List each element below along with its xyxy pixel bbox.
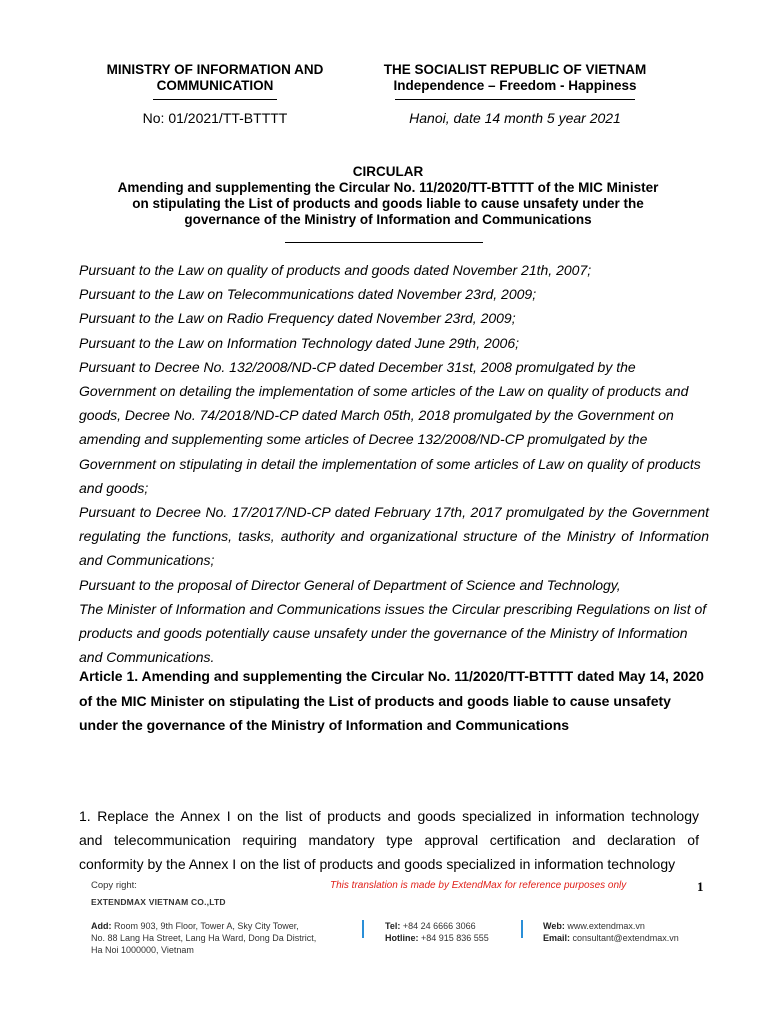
preamble bbox=[79, 258, 709, 669]
footer-web bbox=[543, 920, 713, 944]
footer-separator bbox=[521, 920, 523, 938]
tel-label: Tel: bbox=[385, 921, 401, 931]
web-label: Web: bbox=[543, 921, 565, 931]
republic-block bbox=[370, 62, 660, 100]
footer-copyright: Copy right: bbox=[91, 880, 137, 891]
address-line3: Ha Noi 1000000, Vietnam bbox=[91, 945, 194, 955]
hotline-label: Hotline: bbox=[385, 933, 419, 943]
preamble-item: Pursuant to Decree No. 17/2017/ND-CP dated February 17th, 2017 promulgated by the Government regulating the functions, tasks, authority and organizational structure of the Ministry of Information and Communications; bbox=[79, 504, 709, 569]
hotline-value: +84 915 836 555 bbox=[418, 933, 489, 943]
national-motto: Independence – Freedom - Happiness bbox=[393, 78, 637, 93]
circular-subtitle-line3: governance of the Ministry of Information and Communications bbox=[184, 212, 592, 227]
footer-separator bbox=[362, 920, 364, 938]
circular-subtitle-line1: Amending and supplementing the Circular No. 11/2020/TT-BTTTT of the MIC Minister bbox=[117, 180, 659, 195]
preamble-item: The Minister of Information and Communications issues the Circular prescribing Regulations on list of products and goods potentially cause unsafety under the governance of the Ministry of Information and Communications. bbox=[79, 600, 707, 666]
title-divider bbox=[285, 242, 483, 243]
preamble-item: Pursuant to the Law on quality of products and goods dated November 21th, 2007; bbox=[79, 262, 592, 278]
motto-underline bbox=[395, 99, 635, 100]
footer-translation-note: This translation is made by ExtendMax for reference purposes only bbox=[330, 880, 627, 891]
footer-phones bbox=[385, 920, 520, 944]
address-label: Add: bbox=[91, 921, 112, 931]
circular-subtitle-line2: on stipulating the List of products and goods liable to cause unsafety under the bbox=[132, 196, 644, 211]
preamble-item: Pursuant to the Law on Information Technology dated June 29th, 2006; bbox=[79, 334, 520, 351]
article-1-paragraph-1 bbox=[79, 804, 699, 877]
footer-company-name: EXTENDMAX VIETNAM CO.,LTD bbox=[91, 897, 226, 907]
paragraph-line: conformity by the Annex I on the list of products and goods specialized in information technology bbox=[79, 856, 676, 873]
preamble-item: Pursuant to Decree No. 132/2008/ND-CP dated December 31st, 2008 promulgated by the Government on detailing the implementation of some articles of the Law on quality of products and goods, Decree No. 74/2018/ND-CP dated March 05th, 2018 promulgated by the Government on amending and supplementing some articles of Decree 132/2008/ND-CP promulgated by the Government on stipulating in detail the implementation of some articles of Law on quality of products and goods; bbox=[79, 358, 701, 496]
preamble-item: Pursuant to the Law on Radio Frequency dated November 23rd, 2009; bbox=[79, 310, 516, 327]
page-number: 1 bbox=[697, 879, 704, 894]
email-link[interactable]: consultant@extendmax.vn bbox=[570, 933, 679, 943]
footer-address bbox=[91, 920, 356, 956]
article-1-heading: Article 1. Amending and supplementing the Circular No. 11/2020/TT-BTTTT dated May 14, 2020 of the MIC Minister on stipulating the List of products and goods liable to cause unsafety under the governance of the Ministry of Information and Communications bbox=[79, 668, 704, 733]
tel-value: +84 24 6666 3066 bbox=[400, 921, 476, 931]
document-number: No: 01/2021/TT-BTTTT bbox=[142, 110, 288, 126]
ministry-block bbox=[90, 62, 340, 100]
preamble-item: Pursuant to the Law on Telecommunications dated November 23rd, 2009; bbox=[79, 286, 537, 303]
circular-heading: CIRCULAR bbox=[352, 164, 424, 179]
address-line2: No. 88 Lang Ha Street, Lang Ha Ward, Dong Da District, bbox=[91, 933, 317, 943]
paragraph-line: and telecommunication requiring mandatory type approval certification and declaration of bbox=[79, 832, 699, 849]
paragraph-line: 1. Replace the Annex I on the list of products and goods specialized in information technology bbox=[79, 808, 699, 824]
document-date: Hanoi, date 14 month 5 year 2021 bbox=[409, 110, 621, 126]
web-link[interactable]: www.extendmax.vn bbox=[564, 921, 645, 931]
ministry-name-line1: MINISTRY OF INFORMATION AND bbox=[106, 62, 324, 77]
ministry-name-line2: COMMUNICATION bbox=[156, 78, 274, 93]
preamble-item: Pursuant to the proposal of Director General of Department of Science and Technology, bbox=[79, 576, 621, 593]
email-label: Email: bbox=[543, 933, 571, 943]
circular-title bbox=[70, 164, 706, 228]
ministry-underline bbox=[153, 99, 277, 100]
republic-name: THE SOCIALIST REPUBLIC OF VIETNAM bbox=[383, 62, 647, 77]
address-line1: Room 903, 9th Floor, Tower A, Sky City Tower, bbox=[111, 921, 299, 931]
